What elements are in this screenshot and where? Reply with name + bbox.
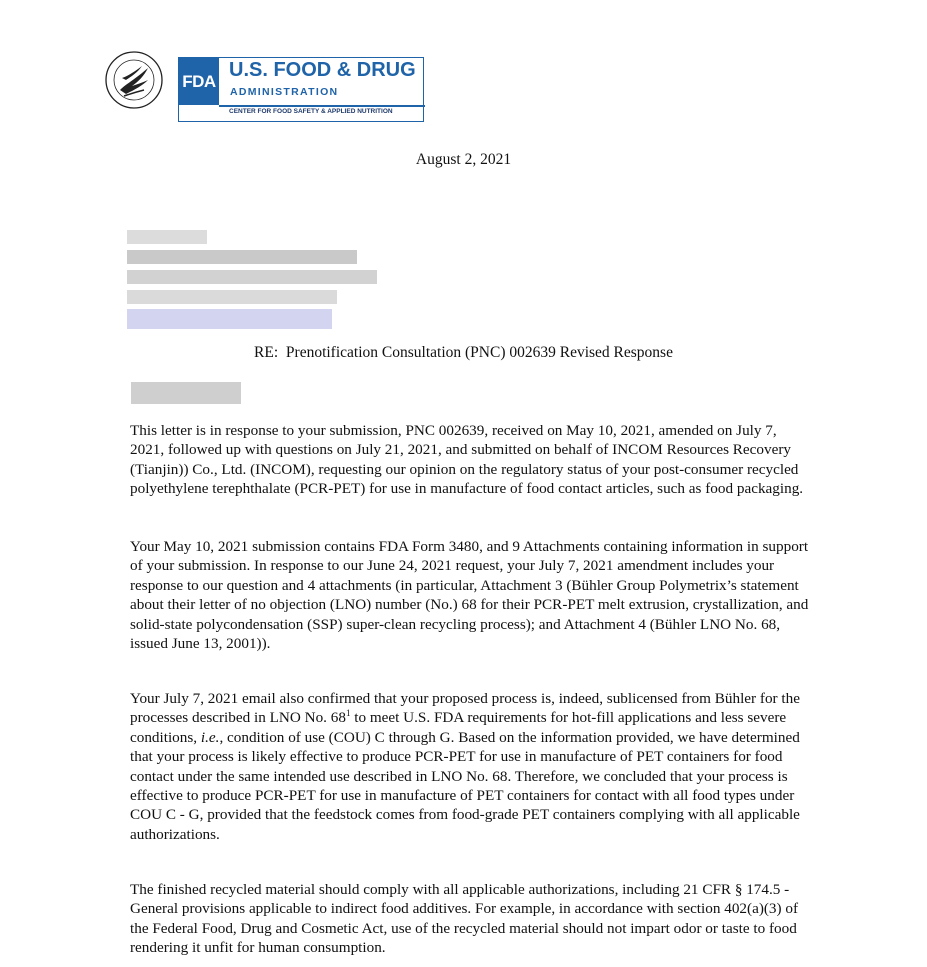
paragraph-3-text: [130, 689, 810, 844]
hhs-seal-icon: [104, 50, 164, 110]
paragraph-3: [130, 689, 810, 844]
agency-title: U.S. FOOD & DRUG: [229, 59, 416, 81]
logo-divider: [219, 105, 425, 107]
fda-logo: [178, 57, 424, 122]
subject-line: RE: Prenotification Consultation (PNC) 002639 Revised Response: [254, 344, 673, 361]
redacted-salutation: [131, 382, 241, 404]
letter-date: August 2, 2021: [415, 151, 512, 168]
paragraph-4: [130, 880, 810, 958]
paragraph-3-part1: Your July 7, 2021 email also confirmed that your proposed process is, indeed, sublicensed from Bühler for the processes described in LNO No. 68: [130, 690, 800, 727]
agency-subtitle: ADMINISTRATION: [230, 86, 339, 98]
paragraph-3-part2: to meet U.S. FDA requirements for hot-fill applications and less severe conditions,: [130, 709, 787, 746]
paragraph-2: [130, 537, 810, 653]
footnote-mark[interactable]: 1: [345, 708, 351, 719]
center-name: CENTER FOR FOOD SAFETY & APPLIED NUTRITION: [229, 108, 393, 115]
paragraph-1-text: This letter is in response to your submission, PNC 002639, received on May 10, 2021, amended on July 7, 2021, followed up with questions on July 21, 2021, and submitted on behalf of INCOM Resources Recovery (Tianjin)) Co., Ltd. (INCOM), requesting our opinion on the regulatory status of your post-consumer recycled polyethylene terephthalate (PCR-PET) for use in manufacture of food contact articles, such as food packaging.: [130, 422, 804, 498]
paragraph-3-part3: , condition of use (COU) C through G. Based on the information provided, we have determined that your process is likely effective to produce PCR-PET for use in manufacture of PET containers for food contact under the same intended use described in LNO No. 68. Therefore, we concluded that your process is effective to produce PCR-PET for use in manufacture of PET containers for contact with all food types under COU C - G, provided that the feedstock comes from food-grade PET containers complying with all applicable authorizations.: [130, 728, 800, 843]
paragraph-1: [130, 421, 810, 499]
paragraph-2-text: Your May 10, 2021 submission contains FDA Form 3480, and 9 Attachments containing information in support of your submission. In response to our June 24, 2021 request, your July 7, 2021 amendment includes your response to our question and 4 attachments (in particular, Attachment 3 (Bühler Group Polymetrix’s statement about their letter of no objection (LNO) number (No.) 68 for their PCR-PET melt extrusion, crystallization, and solid-state polycondensation (SSP) super-clean recycling process); and Attachment 4 (Bühler LNO No. 68, issued June 13, 2001)).: [130, 538, 809, 653]
paragraph-3-italic: i.e.: [200, 728, 220, 746]
fda-box: FDA: [179, 58, 219, 105]
paragraph-4-text: The finished recycled material should comply with all applicable authorizations, including 21 CFR § 174.5 - General provisions applicable to indirect food additives. For example, in accordance with section 402(a)(3) of the Federal Food, Drug and Cosmetic Act, use of the recycled material should not impart odor or taste to food rendering it unfit for human consumption.: [130, 881, 799, 957]
